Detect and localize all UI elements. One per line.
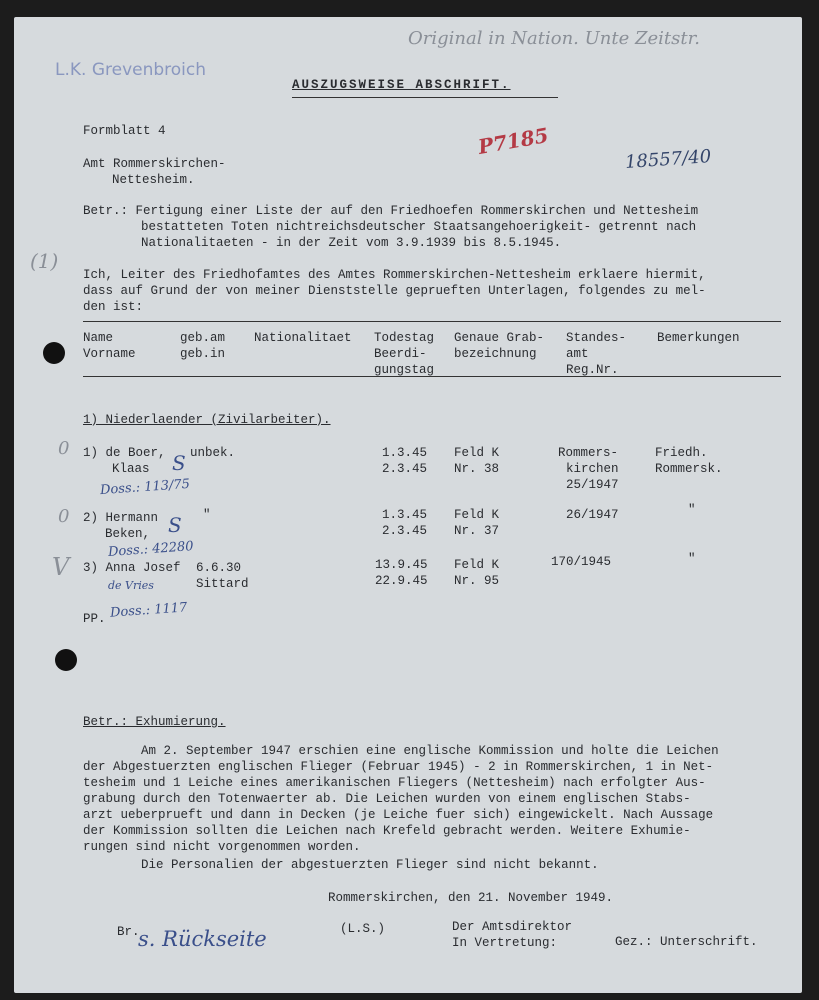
col-header-nationality: Nationalitaet <box>254 331 352 345</box>
row-geb: unbek. <box>190 446 236 460</box>
col-header-geb-1: geb.am <box>180 331 226 345</box>
row-dossier: Doss.: 42280 <box>107 539 195 560</box>
col-header-remarks: Bemerkungen <box>657 331 740 345</box>
row-registry-1: 170/1945 <box>551 555 612 569</box>
row-grave-number: Nr. 37 <box>454 524 500 538</box>
exhumation-line-7: rungen sind nicht vorgenommen worden. <box>83 840 361 854</box>
col-header-todestag-1: Todestag <box>374 331 435 345</box>
pp-dossier: Doss.: 1117 <box>109 600 188 621</box>
subject-line-2: bestatteten Toten nichtreichsdeutscher Staatsangehoerigkeit- getrennt nach <box>141 220 697 234</box>
exhumation-heading: Betr.: Exhumierung. <box>83 715 226 729</box>
row-feld: Feld K <box>454 558 500 572</box>
subject-line-1: Betr.: Fertigung einer Liste der auf den Friedhoefen Rommerskirchen und Nettesheim <box>83 204 699 218</box>
row-registry-1: Rommers- <box>558 446 619 460</box>
row-name: 2) Hermann <box>83 511 159 525</box>
col-header-registry-1: Standes- <box>566 331 627 345</box>
pp-label: PP. <box>83 612 106 626</box>
col-header-grave-2: bezeichnung <box>454 347 537 361</box>
col-header-name-2: Vorname <box>83 347 136 361</box>
row-beerdigung: 22.9.45 <box>375 574 428 588</box>
row-s-mark: S <box>172 451 186 475</box>
exhumation-line-3: tesheim und 1 Leiche eines amerikanischen Fliegers (Nettesheim) nach erfolgter Aus- <box>83 776 706 790</box>
footer-signature: Gez.: Unterschrift. <box>615 935 758 949</box>
row-remarks-2: Rommersk. <box>655 462 723 476</box>
row-registry-2: kirchen <box>566 462 619 476</box>
row-name: 3) Anna Josef <box>83 561 181 575</box>
pencil-note: Original in Nation. Unte Zeitstr. <box>408 28 700 49</box>
reference-stamp-2: 18557/40 <box>624 146 712 173</box>
col-header-registry-2: amt <box>566 347 589 361</box>
punch-hole-bottom <box>55 649 77 671</box>
declaration-line-1: Ich, Leiter des Friedhofamtes des Amtes Rommerskirchen-Nettesheim erklaere hiermit, <box>83 268 706 282</box>
exhumation-line-6: der Kommission sollten die Leichen nach Krefeld gebracht werden. Weitere Exhumie- <box>83 824 691 838</box>
row-firstname: Beken, <box>105 527 151 541</box>
margin-note: (1) <box>30 249 59 273</box>
row-remarks-1: " <box>688 503 696 517</box>
row-beerdigung: 2.3.45 <box>382 462 428 476</box>
punch-hole-top <box>43 342 65 364</box>
row-todestag: 1.3.45 <box>382 508 428 522</box>
row-mark: 0 <box>58 506 70 527</box>
office-line-1: Amt Rommerskirchen- <box>83 157 226 171</box>
row-registry-3: 25/1947 <box>566 478 619 492</box>
row-feld: Feld K <box>454 508 500 522</box>
row-grave-number: Nr. 95 <box>454 574 500 588</box>
declaration-line-3: den ist: <box>83 300 144 314</box>
row-handnote: de Vries <box>108 579 154 592</box>
row-remarks-1: Friedh. <box>655 446 708 460</box>
row-s-mark: S <box>168 513 182 537</box>
footer-director-2: In Vertretung: <box>452 936 558 950</box>
row-beerdigung: 2.3.45 <box>382 524 428 538</box>
office-stamp: L.K. Grevenbroich <box>55 60 207 80</box>
exhumation-line-1: Am 2. September 1947 erschien eine englische Kommission und holte die Leichen <box>141 744 719 758</box>
title-underline <box>292 97 558 98</box>
exhumation-line-5: arzt ueberprueft und dann in Decken (je Leiche fuer sich) eingewickelt. Nach Aussage <box>83 808 714 822</box>
reference-stamp-1: P7185 <box>476 123 551 159</box>
row-grave-number: Nr. 38 <box>454 462 500 476</box>
col-header-todestag-3: gungstag <box>374 363 435 377</box>
footer-ls: (L.S.) <box>340 922 386 936</box>
handwritten-note: s. Rückseite <box>138 927 267 951</box>
row-firstname: Klaas <box>112 462 150 476</box>
exhumation-line-4: grabung durch den Totenwaerter ab. Die Leichen wurden von einem englischen Stabs- <box>83 792 691 806</box>
row-birthplace: Sittard <box>196 577 249 591</box>
place-date: Rommerskirchen, den 21. November 1949. <box>328 891 614 905</box>
col-header-geb-2: geb.in <box>180 347 226 361</box>
row-name: 1) de Boer, <box>83 446 166 460</box>
row-remarks-1: " <box>688 552 696 566</box>
row-todestag: 1.3.45 <box>382 446 428 460</box>
row-mark: V <box>52 553 70 581</box>
row-dossier: Doss.: 113/75 <box>99 476 191 499</box>
row-geb: " <box>203 508 211 522</box>
declaration-line-2: dass auf Grund der von meiner Dienststelle geprueften Unterlagen, folgendes zu mel- <box>83 284 706 298</box>
col-header-name-1: Name <box>83 331 114 345</box>
subject-line-3: Nationalitaeten - in der Zeit vom 3.9.1939 bis 8.5.1945. <box>141 236 562 250</box>
formblatt-label: Formblatt 4 <box>83 124 166 138</box>
col-header-todestag-2: Beerdi- <box>374 347 427 361</box>
row-mark: 0 <box>58 438 70 459</box>
table-top-rule <box>83 321 781 322</box>
col-header-grave-1: Genaue Grab- <box>454 331 545 345</box>
exhumation-line-8: Die Personalien der abgestuerzten Flieger sind nicht bekannt. <box>141 858 599 872</box>
footer-br: Br. <box>117 925 140 939</box>
row-todestag: 13.9.45 <box>375 558 428 572</box>
footer-director-1: Der Amtsdirektor <box>452 920 573 934</box>
row-feld: Feld K <box>454 446 500 460</box>
row-geb: 6.6.30 <box>196 561 242 575</box>
row-registry-1: 26/1947 <box>566 508 619 522</box>
office-line-2: Nettesheim. <box>112 173 195 187</box>
section-heading: 1) Niederlaender (Zivilarbeiter). <box>83 413 331 427</box>
exhumation-line-2: der Abgestuerzten englischen Flieger (Februar 1945) - 2 in Rommerskirchen, 1 in Net- <box>83 760 714 774</box>
document-title: AUSZUGSWEISE ABSCHRIFT. <box>292 78 511 92</box>
col-header-registry-3: Reg.Nr. <box>566 363 619 377</box>
